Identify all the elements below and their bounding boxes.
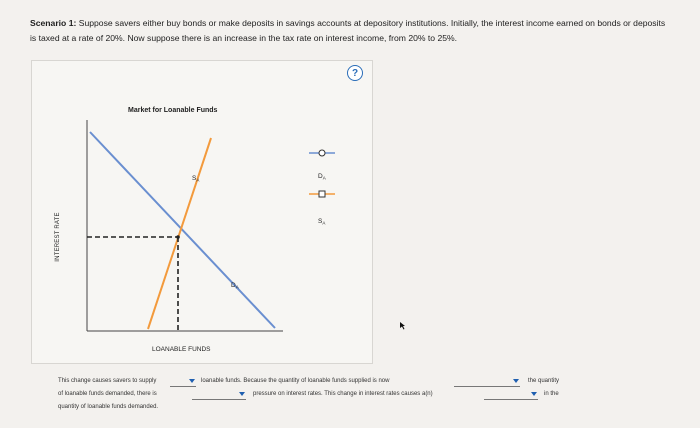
- dropdown-arrow-icon: [513, 379, 519, 383]
- question-line-1: [58, 378, 156, 384]
- supply-change-dropdown[interactable]: [170, 378, 196, 387]
- supply-curve[interactable]: [148, 138, 211, 329]
- x-axis-label: LOANABLE FUNDS: [152, 346, 211, 353]
- demand-tool[interactable]: [309, 150, 335, 156]
- question-text-3: the quantity: [528, 378, 560, 384]
- question-text-2: loanable funds. Because the quantity of loanable funds supplied is now: [201, 378, 390, 384]
- question-text-1: This change causes savers to supply: [58, 378, 157, 384]
- y-axis-label: INTEREST RATE: [55, 212, 61, 262]
- supply-tool[interactable]: [309, 191, 335, 197]
- pressure-dropdown[interactable]: [192, 391, 246, 400]
- dropdown-arrow-icon: [239, 392, 245, 396]
- help-icon[interactable]: ?: [347, 65, 363, 81]
- quantity-change-dropdown[interactable]: [484, 391, 538, 400]
- mouse-cursor-icon: [400, 322, 405, 330]
- equilibrium-point: [176, 235, 180, 239]
- scenario-label: Scenario 1:: [30, 18, 77, 28]
- question-text-5: pressure on interest rates. This change in interest rates causes a(n): [253, 391, 433, 397]
- supply-tool-label: $S_A$: [318, 218, 326, 226]
- demand-curve-label: $D_A$: [231, 282, 239, 290]
- dropdown-arrow-icon: [531, 392, 537, 396]
- demand-curve[interactable]: [90, 132, 275, 328]
- supply-comparison-dropdown[interactable]: [454, 378, 520, 387]
- supply-curve-label: $S_A$: [192, 175, 200, 183]
- dropdown-arrow-icon: [189, 379, 195, 383]
- scenario-body: Suppose savers either buy bonds or make deposits in savings accounts at depository institutions. Initially, the interest income earned on bonds or deposits is taxed at a rate of 20%. Now suppose there is an increase in the tax rate on interest income, from 20% to 25%.: [30, 18, 666, 43]
- question-text-6: in the: [544, 391, 559, 397]
- chart-title: Market for Loanable Funds: [128, 107, 218, 114]
- question-text-4: of loanable funds demanded, there is: [58, 391, 157, 397]
- question-text-7: quantity of loanable funds demanded.: [58, 404, 159, 410]
- demand-tool-label: $D_A$: [318, 173, 326, 181]
